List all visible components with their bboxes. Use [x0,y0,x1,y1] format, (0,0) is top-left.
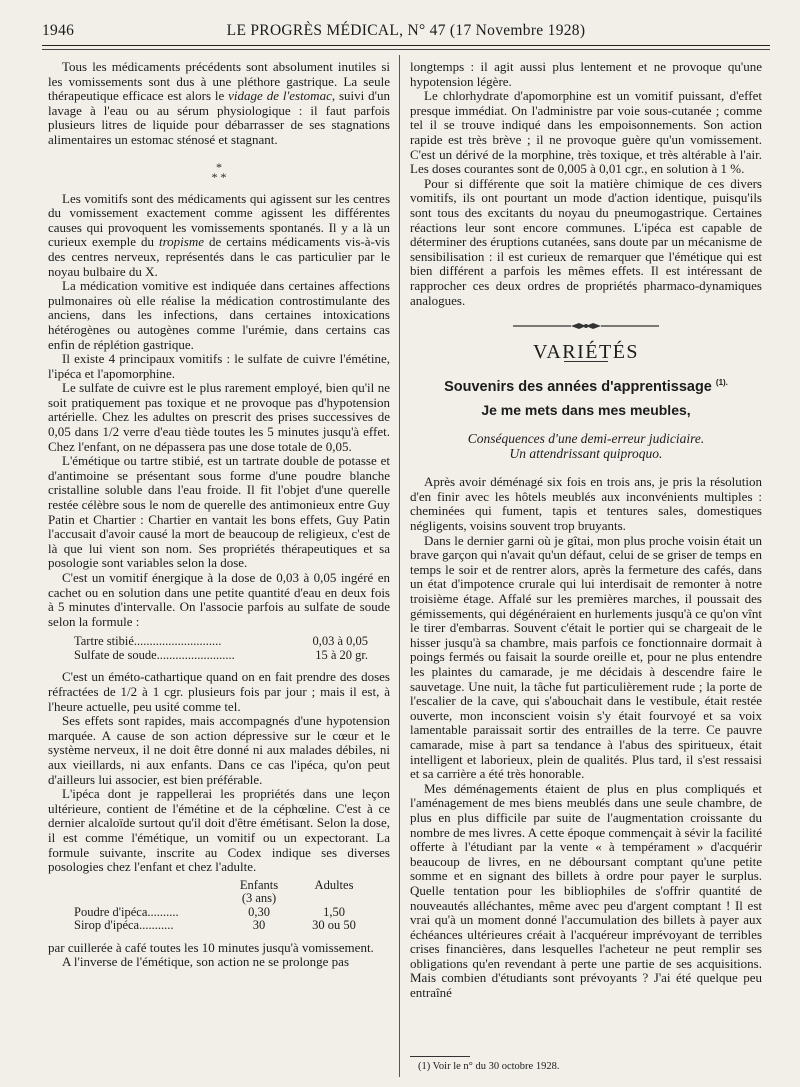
page-number: 1946 [42,22,75,39]
table-header [74,879,390,893]
table-subheader: (3 ans) [241,891,277,906]
formula-row: Sulfate de soude......................... 15 à 20 gr. [74,647,368,662]
footnote-mark: (1). [715,378,728,388]
column-header-children: Enfants [239,877,279,892]
paragraph: C'est un vomitif énergique à la dose de 0,03 à 0,05 ingéré en cachet ou en solution dans une petite quantité d'eau en deux fois à 5 minutes d'intervalle. On l'associe parfois au sulfate de soude selon la formule : [48,570,390,629]
dosage-table [74,879,390,933]
paragraph: par cuillerée à café toutes les 10 minutes jusqu'à vomissement. [48,939,374,955]
left-column [48,60,390,970]
paragraph: Les vomitifs sont des médicaments qui agissent sur les centres du vomissement exactement comme agissent les différentes causes qui provoquent les vomissements spontanés. Il y a là un curieux exemple du tropisme de certains médicaments vis-à-vis des centres nerveux, représentés dans le cas particulier par le noyau bulbaire du X. [48,190,390,279]
paragraph: longtemps : il agit aussi plus lentement et ne provoque qu'une hypotension légère. [410,59,762,89]
column-separator [399,55,400,1077]
article-subheading: Je me mets dans mes meubles, [481,401,691,418]
prescription-formula [74,635,374,662]
ornament-rule-icon [511,321,661,331]
paragraph: Dans le dernier garni où je gîtai, mon plus proche voisin était un brave garçon qui n'avait qu'un défaut, celui de se griser de temps en temps le soir et de rentrer alors, après la fermeture des cafés, dans un état d'impotence crurale qui lui interdisait de remonter à notre troisième étage. Affalé sur les premières marches, il poussait des gémissements, qui dégénéraient en hurlements jusqu'à ce qu'on vînt le tirer d'embarras. Souvent c'était le portier qui se chargeait de le hisser jusqu'à sa chambre, mais parfois ce fonctionnaire dormait à poings fermés ou faisait la sourde oreille et, pour ne plus entendre les plaintes du camarade, je me décidais à descendre faire le sauvetage. Une nuit, la tâche fut particulièrement rude ; la porte de l'escalier de la cave, qui s'abouchait dans le vestibule, était restée ouverte, mon inconscient voisin s'y était fourvoyé et sa voix lamentable paraissait sortir des entrailles de la terre. Ce pauvre camarade, mise à part sa tendance à l'abus des spiritueux, était intelligent et laborieux, plein de qualités. Plus tard, il s'est ressaisi et sa carrière a été très honorable. [410,532,762,782]
table-row: Poudre d'ipéca.......... 0,30 1,50 [74,904,345,919]
paragraph: L'émétique ou tartre stibié, est un tartrate double de potasse et d'antimoine se présentant sous forme d'une poudre blanche cristalline soluble dans l'eau froide. Il fit l'objet d'une querelle restée célèbre sous le nom de querelle des antimonieux entre Guy Patin et Chartier : Chartier en vantait les bons effets, Guy Patin l'accusait d'avoir causé la mort de beaucoup de religieux, c'est de là que lui vient son nom. Ses propriétés thérapeutiques et sa posologie sont variables selon la dose. [48,453,390,571]
column-header-adults: Adultes [314,877,354,892]
paragraph: La médication vomitive est indiquée dans certaines affections pulmonaires où elle réalise la médication controstimulante des anciens, dans les infections, dans certaines intoxications hétérogènes ou autogènes comme l'urémie, dans certains cas enfin de réplétion gastrique. [48,278,390,352]
section-stars: * * * [211,159,227,184]
paragraph: Après avoir déménagé six fois en trois ans, je pris la résolution d'en finir avec les hôtels meublés aux inconvénients multiples : cheminées qui fument, tapis et tentures sales, domestiques négligents, voisins souvent trop bruyants. [410,474,762,534]
article-heading: Souvenirs des années d'apprentissage $^{(1).}$ [444,378,728,396]
table-row: Sirop d'ipéca........... 30 30 ou 50 [74,918,356,933]
section-title: VARIÉTÉS [532,340,640,363]
running-header [42,22,770,44]
paragraph: Mes déménagements étaient de plus en plus compliqués et l'aménagement de mes biens meublés dans une seule chambre, de plus en plus difficile par suite de l'augmentation croissante du nombre de mes livres. A cette époque commençait à sévir la facilité offerte à l'étudiant par la vente « à tempérament » d'acquérir beaucoup de livres, en ne déboursant comptant qu'une petite somme et en signant des billets à ordre pour payer le surplus. Quelle tentation pour les bibliophiles de s'offrir quantité de nouveautés alléchantes, même avec peu d'argent comptant ! Il est vrai qu'à un moment donné l'accumulation des billets à payer aux échéances ultérieures créait à l'acquéreur imprévoyant de terribles crises financières, dans lesquelles l'acheteur ne peut remplir ses obligations qu'en revendant à perte une partie de ses acquisitions. Mais combien d'étudiants sont prévoyants ? J'ai été quelque peu entraîné [410,780,762,1001]
article-subtitle: Conséquences d'une demi-erreur judiciaire. Un attendrissant quiproquo. [467,431,705,462]
ornament-divider [410,320,762,335]
journal-title: LE PROGRÈS MÉDICAL, N° 47 (17 Novembre 1928) [226,22,586,39]
paragraph: C'est un éméto-cathartique quand on en fait prendre des doses réfractées de 1/2 à 1 cgr. plusieurs fois par jour ; mais il est, à l'heure actuelle, peu usité comme tel. [48,669,390,714]
paragraph: Tous les médicaments précédents sont absolument inutiles si les vomissements sont dus à une pléthore gastrique. La seule thérapeutique efficace est alors le vidage de l'estomac, suivi d'un lavage à l'eau ou au sérum physiologique : il faut parfois plusieurs litres de liquide pour débarrasser de ses stagnations alimentaires un estomac sténosé et stagnant. [48,59,390,147]
formula-row: Tartre stibié............................ 0,03 à 0,05 [74,634,368,649]
footnote-rule [410,1056,470,1057]
paragraph: Le sulfate de cuivre est le plus rarement employé, bien qu'il ne soit pratiquement pas toxique et ne provoque pas d'hypotension artérielle. Chez les adultes on prescrit des prises successives de 0,05 dans 1/2 verre d'eau tiède toutes les 5 minutes jusqu'à effet. Chez l'enfant, on ne dépassera pas une dose totale de 0,05. [48,380,390,454]
paragraph: A l'inverse de l'émétique, son action ne se prolonge pas [62,954,349,970]
paragraph: Il existe 4 principaux vomitifs : le sulfate de cuivre l'émétine, l'ipéca et l'apomorphine. [48,351,390,381]
footnote: (1) Voir le n° du 30 octobre 1928. [418,1061,560,1072]
paragraph: Ses effets sont rapides, mais accompagnés d'une hypotension marquée. A cause de son action dépressive sur le cœur et le système nerveux, il ne doit être donné ni aux malades débiles, ni aux vieillards, ni aux enfants. Dans ce cas l'ipéca, qu'on peut d'ailleurs lui associer, est bien préférable. [48,713,390,787]
paragraph: Le chlorhydrate d'apomorphine est un vomitif puissant, d'effet presque immédiat. On l'administre par voie sous-cutanée ; comme tel il se trouve indiqué dans les empoisonnements. Son action rapide est très brève ; il ne provoque guère qu'un vomissement. C'est un dérivé de la morphine, très toxique, et très altérable à l'air. Les doses courantes sont de 0,005 à 0,01 cgr., en solution à 1 %. [410,88,762,177]
header-rule-thin [42,49,770,50]
paragraph: Pour si différente que soit la matière chimique de ces divers vomitifs, ils ont pourtant un mode d'action identique, puisqu'ils sont tous des excitants du noyau du pneumogastrique. Certaines réactions leur sont encore communes. L'ipéca est capable de déterminer des éruptions cutanées, sans doute par un mécanisme de sensibilisation : il est curieux de remarquer que l'émétique qui est bien différent a parfois les mêmes effets. Il est intéressant de rapprocher ces deux ordres de propriétés pharmaco-dynamiques analogues. [410,175,762,308]
paragraph: L'ipéca dont je rappellerai les propriétés dans une leçon ultérieure, contient de l'émétine et de la céphœline. C'est à ce dernier alcaloïde surtout qu'il doit d'être émétisant. Selon la dose, il est comme l'émétique, un vomitif ou un expectorant. La formule suivante, inscrite au Codex indique ses diverses posologies chez l'enfant et chez l'adulte. [48,786,390,875]
header-rule [42,45,770,46]
right-column [410,60,762,1001]
